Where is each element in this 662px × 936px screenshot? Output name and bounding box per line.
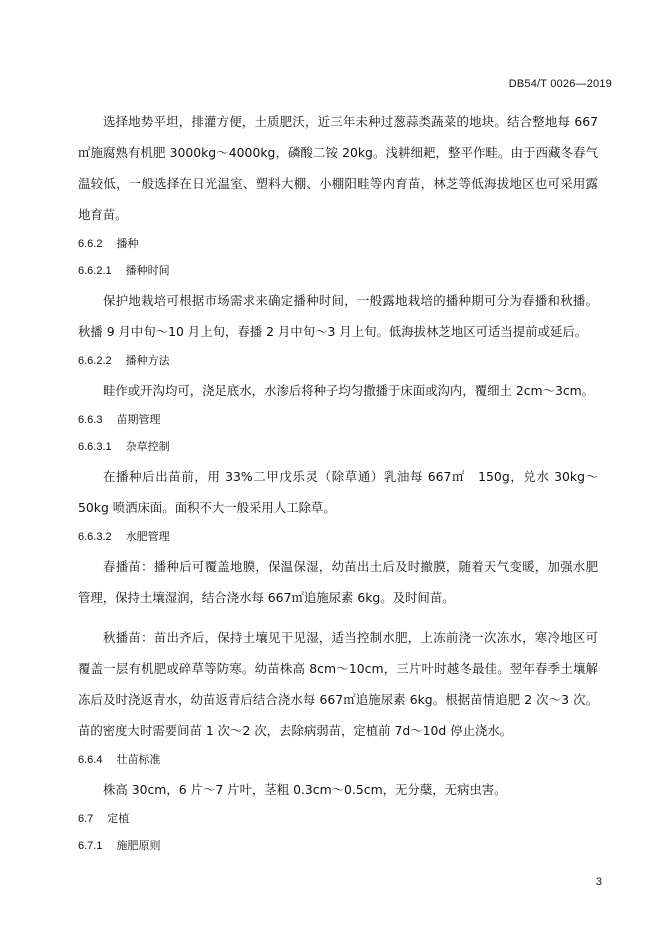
section-title: 壮苗标准 [116, 753, 161, 766]
paragraph-autumn-seedlings: 秋播苗：苗出齐后，保持土壤见干见湿，适当控制水肥，上冻前浇一次冻水，寒冷地区可覆盖一层有机肥或碎草等防寒。幼苗株高 8cm～10cm，三片叶时越冬最佳。翌年春季土壤解冻后及时浇返青水，幼苗返青后结合浇水每 667㎡追施尿素 6kg。根据苗情追肥 2 次～3 次。苗的密度大时需要间苗 1 次～2 次，去除病弱苗，定植前 7d～10d 停止浇水。 [78, 630, 598, 738]
section-heading-fertilization-principle [78, 833, 598, 859]
section-title: 播种方法 [125, 354, 170, 367]
section-title: 播种时间 [125, 264, 170, 277]
section-heading-weed-control [78, 434, 598, 460]
section-heading-transplanting [78, 806, 598, 832]
section-number: 6.6.3.2 [78, 531, 112, 543]
document-code-header: DB54/T 0026—2019 [508, 78, 612, 90]
section-heading-strong-seedling [78, 747, 598, 773]
section-number: 6.6.4 [78, 754, 103, 766]
section-title: 苗期管理 [116, 413, 161, 426]
paragraph-nursery-site: 选择地势平坦，排灌方便，土质肥沃，近三年未种过葱蒜类蔬菜的地块。结合整地每 667㎡施腐熟有机肥 3000kg～4000kg，磷酸二铵 20kg。浅耕细耙，整平作畦。由于西藏冬春气温较低，一般选择在日光温室、塑料大棚、小棚阳畦等内育苗，林芝等低海拔地区也可采用露地育苗。 [78, 114, 598, 222]
section-number: 6.6.2.2 [78, 355, 112, 367]
section-number: 6.7 [78, 813, 94, 825]
section-number: 6.6.3 [78, 414, 103, 426]
paragraph-weed-control: 在播种后出苗前，用 33%二甲戊乐灵（除草通）乳油每 667㎡ 150g，兑水 30kg～50kg 喷洒床面。面积不大一般采用人工除草。 [78, 469, 598, 515]
paragraph-seedling-standard: 株高 30cm，6 片～7 片叶，茎粗 0.3cm～0.5cm，无分蘖，无病虫害。 [103, 782, 507, 797]
section-heading-water-fertilizer [78, 524, 598, 550]
section-number: 6.6.3.1 [78, 441, 112, 453]
section-number: 6.6.2.1 [78, 265, 112, 277]
section-title: 水肥管理 [125, 530, 170, 543]
section-heading-sowing-method [78, 348, 598, 374]
section-title: 杂草控制 [125, 440, 170, 453]
paragraph-sowing-time: 保护地栽培可根据市场需求来确定播种时间，一般露地栽培的播种期可分为春播和秋播。秋播 9 月中旬～10 月上旬，春播 2 月中旬～3 月上旬。低海拔林芝地区可适当提前或延后。 [78, 293, 598, 339]
paragraph-sowing-method: 畦作或开沟均可，浇足底水，水渗后将种子均匀撒播于床面或沟内，覆细土 2cm～3cm。 [103, 383, 595, 398]
section-number: 6.7.1 [78, 840, 103, 852]
page-body [78, 106, 598, 860]
page-number: 3 [595, 876, 602, 888]
paragraph-spring-seedlings: 春播苗：播种后可覆盖地膜，保温保湿，幼苗出土后及时撤膜，随着天气变暖，加强水肥管理，保持土壤湿润，结合浇水每 667㎡追施尿素 6kg。及时间苗。 [78, 559, 598, 605]
section-heading-seedling-management [78, 407, 598, 433]
section-title: 施肥原则 [116, 839, 161, 852]
section-title: 播种 [116, 237, 139, 250]
section-heading-sowing-time [78, 258, 598, 284]
section-heading-sowing [78, 231, 598, 257]
section-number: 6.6.2 [78, 238, 103, 250]
section-title: 定植 [107, 812, 130, 825]
